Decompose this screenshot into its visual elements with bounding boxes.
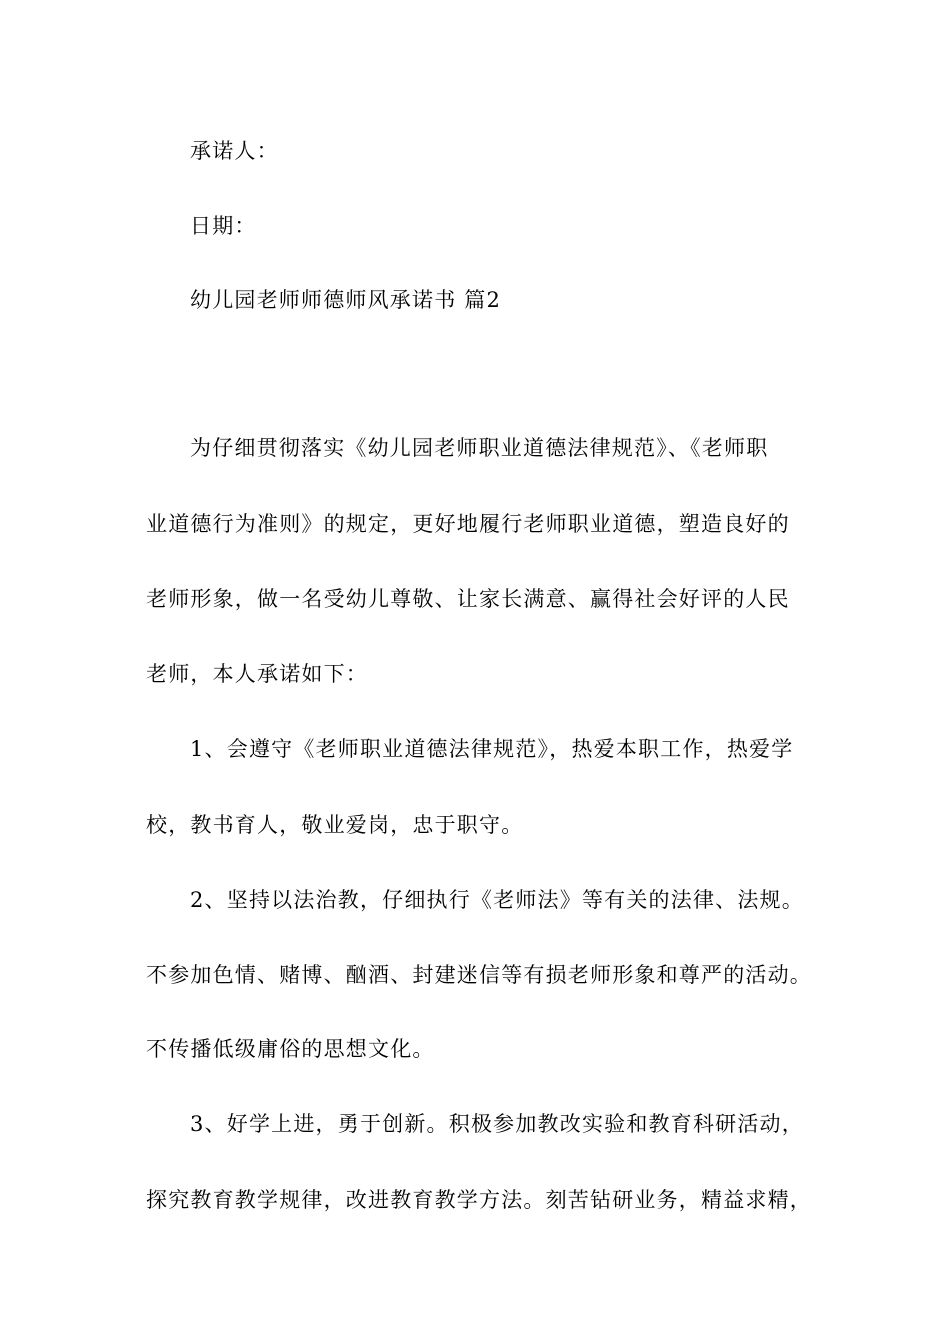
- section-title: 幼儿园老师师德师风承诺书 篇2: [190, 288, 502, 312]
- paragraph-line: 不传播低级庸俗的思想文化。: [146, 1037, 435, 1061]
- paragraph-line: 1、会遵守《老师职业道德法律规范》，热爱本职工作，热爱学: [190, 737, 794, 761]
- paragraph-line: 3、好学上进，勇于创新。积极参加教改实验和教育科研活动，: [190, 1112, 804, 1136]
- paragraph-line: 校，教书育人，敬业爱岗，忠于职守。: [146, 813, 524, 837]
- paragraph-line: 老师，本人承诺如下：: [146, 662, 368, 686]
- paragraph-line: 不参加色情、赌博、酗酒、封建迷信等有损老师形象和尊严的活动。: [146, 963, 812, 987]
- paragraph-line: 2、坚持以法治教，仔细执行《老师法》等有关的法律、法规。: [190, 888, 804, 912]
- paragraph-line: 探究教育教学规律，改进教育教学方法。刻苦钻研业务，精益求精，: [146, 1188, 812, 1212]
- paragraph-line: 为仔细贯彻落实《幼儿园老师职业道德法律规范》、《老师职: [190, 436, 769, 460]
- promisor-label: 承诺人：: [190, 139, 279, 163]
- paragraph-line: 老师形象，做一名受幼儿尊敬、让家长满意、赢得社会好评的人民: [146, 587, 790, 611]
- date-label: 日期：: [190, 214, 257, 238]
- paragraph-line: 业道德行为准则》的规定，更好地履行老师职业道德，塑造良好的: [146, 512, 790, 536]
